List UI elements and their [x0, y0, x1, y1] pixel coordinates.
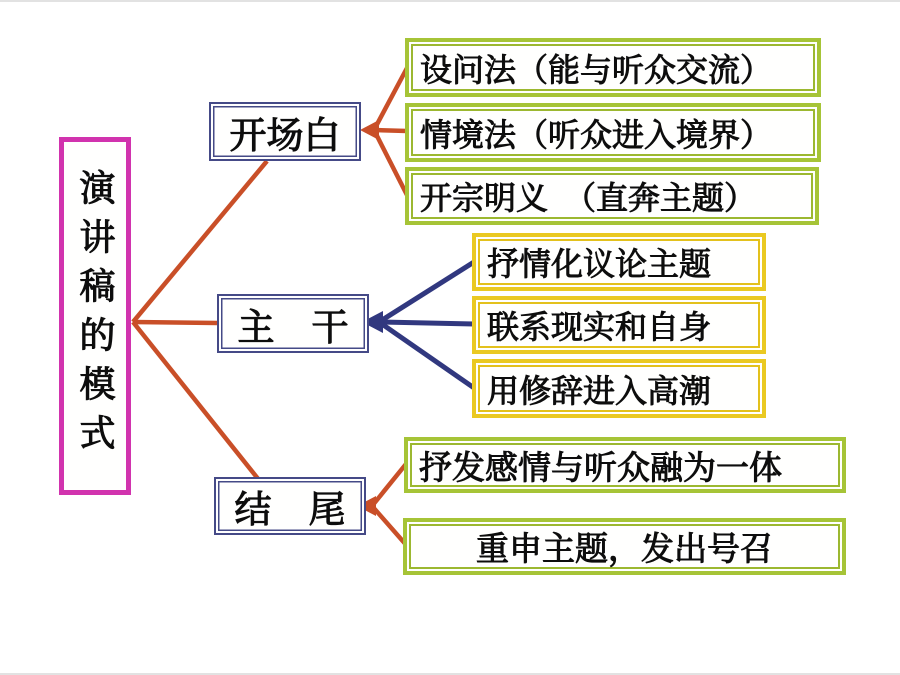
branch-node-ending-label: 结 尾: [234, 490, 346, 531]
leaf-node-rhetoric-climax: [472, 359, 766, 418]
root-node-label: 演讲稿的模式: [75, 169, 115, 463]
leaf-label: 设问法（能与听众交流）: [420, 51, 773, 88]
root-node-speech-pattern: [59, 137, 131, 495]
connector-root-body: [133, 322, 217, 323]
connector-body-2: [379, 322, 474, 324]
leaf-label: 开宗明义 （直奔主题）: [420, 180, 757, 216]
connector-body-3: [379, 322, 477, 390]
branch-node-ending: [214, 477, 366, 535]
leaf-node-situation-method: [405, 103, 821, 162]
branch-node-body: [217, 294, 369, 353]
branch-node-body-label: 主 干: [237, 307, 349, 349]
opening-connectors: [374, 68, 408, 197]
leaf-label: 重申主题，发出号召: [476, 532, 773, 568]
branch-node-opening-label: 开场白: [229, 115, 341, 157]
arrowhead-opening: [360, 120, 379, 140]
leaf-label: 抒情化议论主题: [487, 246, 712, 282]
leaf-node-merge-with-audience: [404, 437, 846, 493]
leaf-label: 情境法（听众进入境界）: [420, 116, 773, 153]
leaf-label: 联系现实和自身: [487, 309, 712, 345]
connector-opening-3: [374, 130, 408, 197]
leaf-node-restate-theme-call: [403, 518, 846, 575]
leaf-node-lyrical-discussion: [472, 233, 766, 291]
connector-body-1: [379, 262, 474, 322]
leaf-label: 抒发感情与听众融为一体: [419, 450, 782, 487]
leaf-node-state-theme-directly: [405, 167, 819, 225]
branch-node-opening: [209, 102, 361, 161]
connector-ending-1: [372, 464, 406, 506]
leaf-node-connect-reality: [472, 296, 766, 354]
leaf-label: 用修辞进入高潮: [487, 372, 712, 409]
body-connectors: [379, 262, 477, 390]
leaf-node-question-method: [405, 38, 821, 97]
